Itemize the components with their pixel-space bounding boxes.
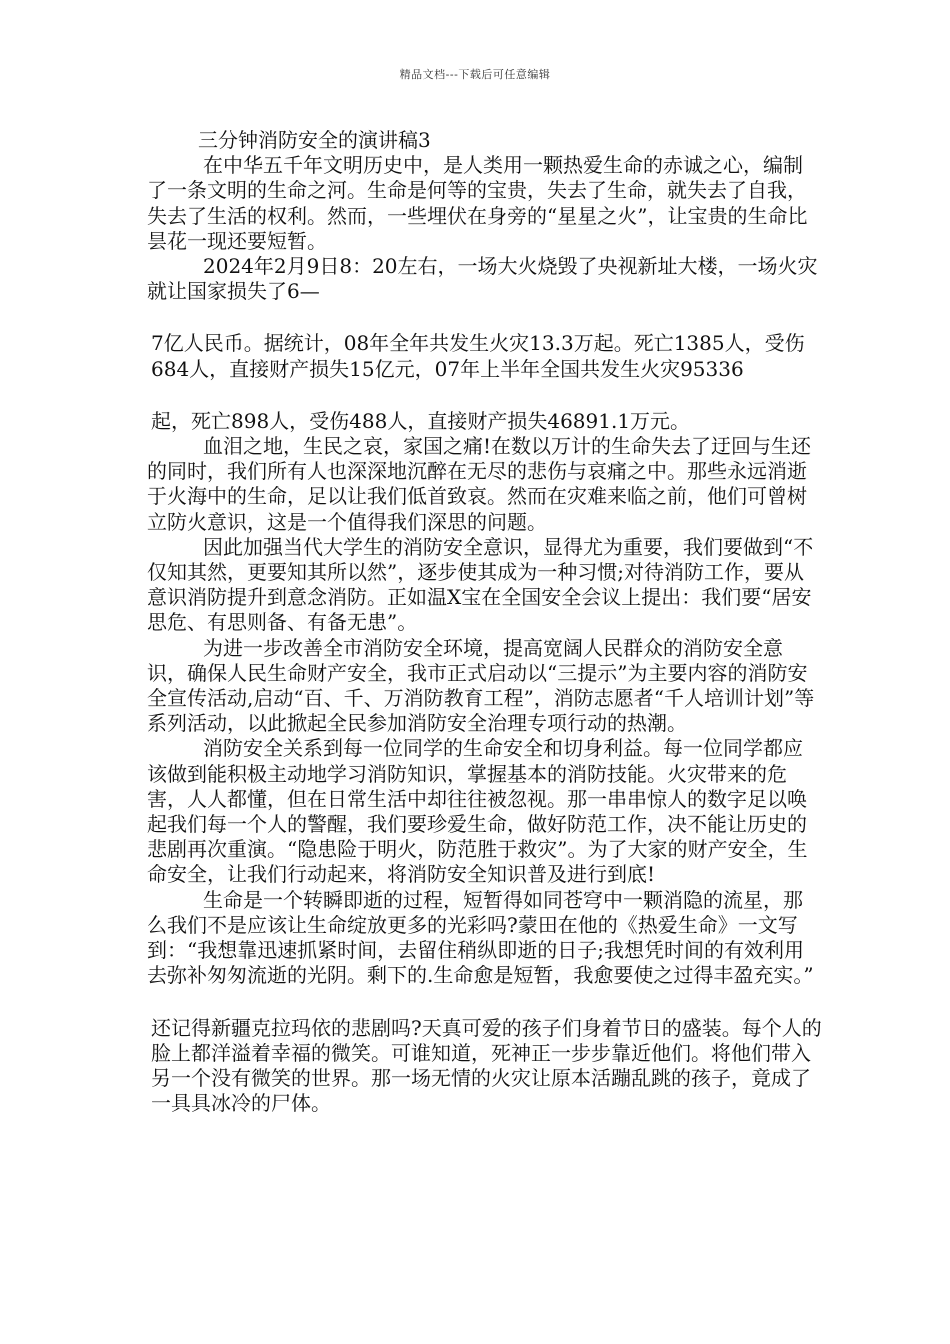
paragraph-3: 7亿人民币。据统计，08年全年共发生火灾13.3万起。死亡1385人，受伤684人，直接财产损失15亿元，07年上半年全国共发生火灾95336 (151, 331, 805, 381)
paragraph-7: 为进一步改善全市消防安全环境，提高宽阔人民群众的消防安全意识，确保人民生命财产安全，我市正式启动以“三提示”为主要内容的消防安全宣传活动,启动“百、千、万消防教育工程”，消防志愿者“千人培训计划”等系列活动，以此掀起全民参加消防安全治理专项行动的热潮。 (147, 635, 815, 736)
page-header: 精品文档---下载后可任意编辑 (399, 68, 551, 81)
paragraph-5: 血泪之地，生民之哀，家国之痛!在数以万计的生命失去了迂回与生还的同时，我们所有人也深深地沉醉在无尽的悲伤与哀痛之中。那些永远消逝于火海中的生命，足以让我们低首致哀。然而在灾难来临之前，他们可曾树立防火意识，这是一个值得我们深思的问题。 (147, 434, 812, 534)
document-title: 三分钟消防安全的演讲稿3 (198, 128, 431, 152)
paragraph-2: 2024年2月9日8：20左右，一场大火烧毁了央视新址大楼，一场火灾就让国家损失了6— (147, 254, 818, 304)
document-body (147, 128, 822, 1116)
paragraph-1: 在中华五千年文明历史中，是人类用一颗热爱生命的赤诚之心，编制了一条文明的生命之河。生命是何等的宝贵，失去了生命，就失去了自我，失去了生活的权利。然而，一些埋伏在身旁的“星星之火”，让宝贵的生命比昙花一现还要短暂。 (147, 153, 808, 253)
paragraph-9: 生命是一个转瞬即逝的过程，短暂得如同苍穹中一颗消隐的流星，那么我们不是应该让生命绽放更多的光彩吗?蒙田在他的《热爱生命》一文写到：“我想靠迅速抓紧时间，去留住稍纵即逝的日子;我想凭时间的有效利用去弥补匆匆流逝的光阴。剩下的.生命愈是短暂，我愈要使之过得丰盈充实。” (147, 887, 814, 988)
paragraph-10: 还记得新疆克拉玛依的悲剧吗?天真可爱的孩子们身着节日的盛装。每个人的脸上都洋溢着幸福的微笑。可谁知道，死神正一步步靠近他们。将他们带入另一个没有微笑的世界。那一场无情的火灾让原本活蹦乱跳的孩子，竟成了一具具冰冷的尸体。 (151, 1015, 822, 1116)
paragraph-8: 消防安全关系到每一位同学的生命安全和切身利益。每一位同学都应该做到能积极主动地学习消防知识，掌握基本的消防技能。火灾带来的危害，人人都懂，但在日常生活中却往往被忽视。那一串串惊人的数字足以唤起我们每一个人的警醒，我们要珍爱生命，做好防范工作，决不能让历史的悲剧再次重演。“隐患险于明火，防范胜于救灾”。为了大家的财产安全，生命安全，让我们行动起来，将消防安全知识普及进行到底! (147, 736, 808, 887)
paragraph-6: 因此加强当代大学生的消防安全意识，显得尤为重要，我们要做到“不仅知其然，更要知其所以然”，逐步使其成为一种习惯;对待消防工作，要从意识消防提升到意念消防。正如温X宝在全国安全会议上提出：我们要“居安思危、有思则备、有备无患”。 (147, 534, 814, 635)
paragraph-4: 起，死亡898人，受伤488人，直接财产损失46891.1万元。 (151, 408, 691, 433)
